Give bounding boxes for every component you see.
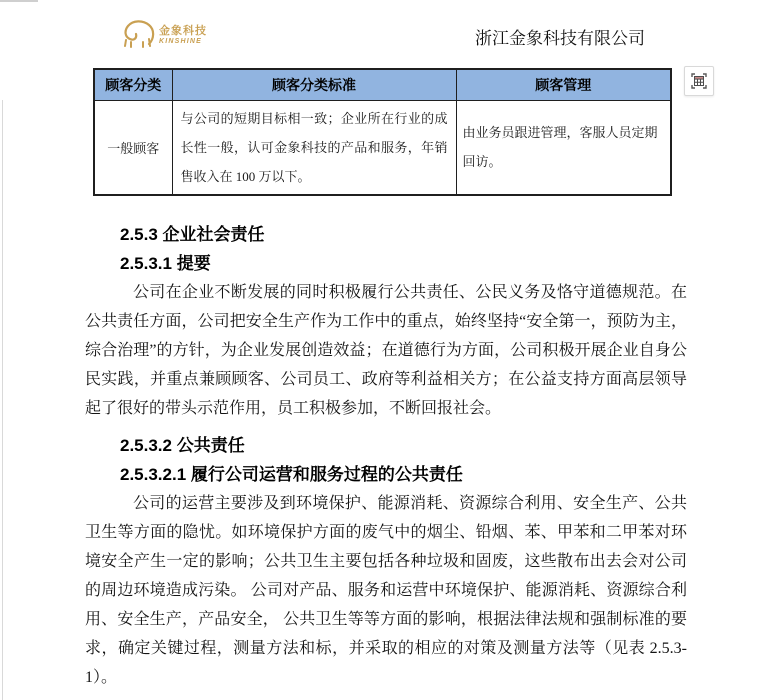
cell-management: 由业务员跟进管理，客服人员定期回访。 [456, 100, 671, 195]
logo-text [159, 26, 207, 45]
viewport-edge-top [0, 0, 38, 2]
paragraph-summary: 公司在企业不断发展的同时积极履行公共责任、公民义务及恪守道德规范。在公共责任方面，公司把安全生产作为工作中的重点，始终坚持“安全第一，预防为主，综合治理”的方针，为企业发展创造效益；在道德行为方面，公司积极开展企业自身公民实践，并重点兼顾顾客、公司员工、政府等利益相关方；在公益支持方面高层领导起了很好的带头示范作用，员工积极参加，不断回报社会。 [85, 284, 687, 417]
col-header-standard: 顾客分类标准 [172, 69, 456, 100]
company-name: 浙江金象科技有限公司 [475, 29, 645, 48]
viewport-edge-left [2, 100, 3, 700]
document-body [85, 220, 687, 692]
company-logo [116, 16, 207, 55]
customer-classification-table [93, 68, 672, 196]
table-row [94, 100, 671, 195]
heading-2-5-3-1: 2.5.3.1 提要 [120, 254, 211, 273]
cell-category: 一般顾客 [94, 100, 172, 195]
heading-2-5-3-2-1: 2.5.3.2.1 履行公司运营和服务过程的公共责任 [120, 465, 463, 484]
col-header-category: 顾客分类 [94, 69, 172, 100]
heading-2-5-3: 2.5.3 企业社会责任 [120, 225, 265, 244]
col-header-management: 顾客管理 [456, 69, 671, 100]
logo-cn-label: 金象科技 [159, 25, 207, 38]
cell-standard: 与公司的短期目标相一致；企业所在行业的成长性一般，认可金象科技的产品和服务，年销售收入在 100 万以下。 [172, 100, 456, 195]
table-header-row [94, 69, 671, 100]
table-select-icon[interactable] [684, 66, 714, 96]
logo-en-label: KINSHINE [159, 37, 203, 45]
paragraph-public-responsibility: 公司的运营主要涉及到环境保护、能源消耗、资源综合利用、安全生产、公共卫生等方面的隐忧。如环境保护方面的废气中的烟尘、铅烟、苯、甲苯和二甲苯对环境安全产生一定的影响；公共卫生主要包括各种垃圾和固废，这些散布出去会对公司的周边环境造成污染。 公司对产品、服务和运营中环境保护、能源消耗、资源综合利用、安全生产，产品安全， 公共卫生等等方面的影响，根据法律法规和强制标准的要求，确定关键过程，测量方法和标，并采取的相应的对策及测量方法等（见表 2.5.3-1）。 [85, 495, 687, 686]
elephant-logo-icon [116, 16, 156, 55]
heading-2-5-3-2: 2.5.3.2 公共责任 [120, 436, 245, 455]
